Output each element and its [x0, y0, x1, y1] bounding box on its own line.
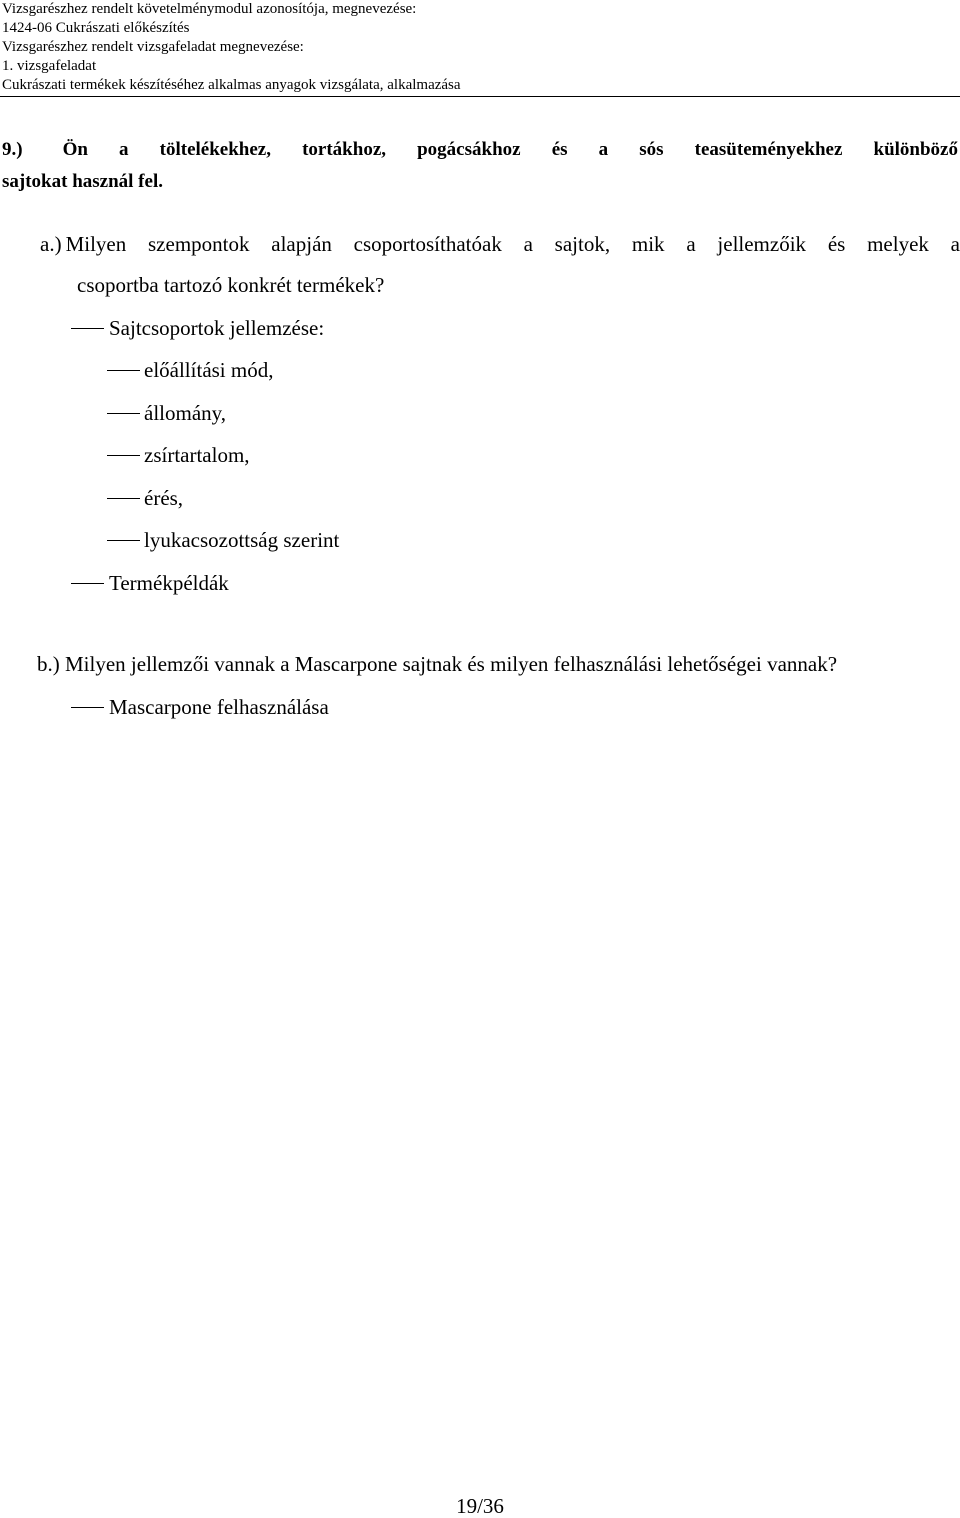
header-task-label: Vizsgarészhez rendelt vizsgafeladat megnevezése:: [2, 39, 304, 55]
header-module-name: 1424-06 Cukrászati előkészítés: [2, 20, 190, 36]
dash-bullet: [71, 707, 104, 708]
list-item-product-examples: [109, 571, 229, 595]
dash-bullet: [71, 583, 104, 584]
list-item-holes: [144, 528, 339, 552]
list-item-label: érés,: [144, 486, 184, 510]
part-a-question: [40, 232, 960, 297]
dash-bullet: [107, 498, 140, 499]
header-divider: [0, 96, 960, 97]
list-item-label: előállítási mód,: [144, 358, 274, 382]
list-item-label: zsírtartalom,: [144, 443, 250, 467]
question-title: [2, 134, 958, 198]
header-task-number: 1. vizsgafeladat: [2, 58, 97, 74]
page-header: [2, 0, 942, 95]
part-b-text: Milyen jellemzői vannak a Mascarpone sajtnak és milyen felhasználási lehetőségei vannak?: [65, 652, 838, 676]
part-a-label: a.): [40, 232, 62, 256]
dash-bullet: [71, 328, 104, 329]
question-title-line2: sajtokat használ fel.: [2, 171, 163, 192]
list-item-fat-content: [144, 443, 250, 467]
dash-bullet: [107, 540, 140, 541]
part-a-text-line1: Milyen szempontok alapján csoportosíthatóak a sajtok, mik a jellemzőik és melyek a: [65, 232, 960, 256]
part-b-label: b.): [37, 652, 60, 676]
page-number: 19/36: [456, 1494, 504, 1518]
list-item-label: állomány,: [144, 401, 227, 425]
dash-bullet: [107, 370, 140, 371]
list-item-label: Sajtcsoportok jellemzése:: [109, 316, 325, 340]
list-item-label: lyukacsozottság szerint: [144, 528, 340, 552]
part-a-text-line2: csoportba tartozó konkrét termékek?: [77, 273, 385, 297]
part-b-question: [37, 652, 837, 676]
list-item-mascarpone-use: [109, 695, 329, 719]
list-item-texture: [144, 401, 226, 425]
header-module-label: Vizsgarészhez rendelt követelménymodul azonosítója, megnevezése:: [2, 1, 417, 17]
question-number: 9.): [2, 139, 23, 160]
question-title-line1: Ön a töltelékekhez, tortákhoz, pogácsákhoz és a sós teasüteményekhez különböző: [62, 139, 958, 160]
dash-bullet: [107, 455, 140, 456]
dash-bullet: [107, 413, 140, 414]
list-item-production-method: [144, 358, 273, 382]
list-item-label: Mascarpone felhasználása: [109, 695, 329, 719]
header-task-name: Cukrászati termékek készítéséhez alkalmas anyagok vizsgálata, alkalmazása: [2, 77, 461, 93]
list-item-ripening: [144, 486, 183, 510]
list-item-label: Termékpéldák: [109, 571, 229, 595]
list-item-cheese-groups: [109, 316, 324, 340]
